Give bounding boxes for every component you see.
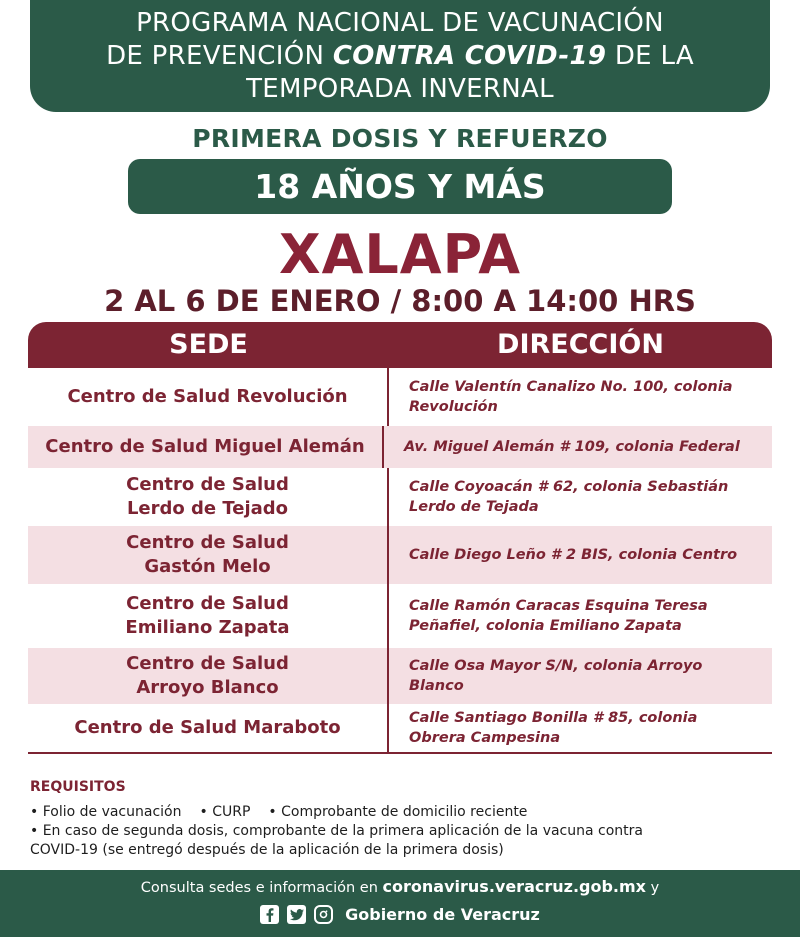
table-row	[28, 368, 772, 426]
cell-direccion-text: Calle Santiago Bonilla # 85, colonia Obrera Campesina	[409, 710, 698, 746]
header-line-3: TEMPORADA INVERNAL	[246, 74, 554, 104]
requirements-line-2: • En caso de segunda dosis, comprobante de la primera aplicación de la vacuna contra	[30, 823, 643, 839]
cell-direccion-text: Av. Miguel Alemán # 109, colonia Federal	[404, 439, 740, 455]
cell-sede	[28, 584, 389, 648]
table-row	[28, 426, 772, 468]
cell-sede	[28, 526, 389, 584]
requirement-comprobante: • Comprobante de domicilio reciente	[268, 804, 528, 820]
header-banner	[30, 0, 770, 112]
instagram-icon[interactable]	[314, 905, 333, 924]
requirements-section	[30, 778, 780, 860]
requirements-line-1	[30, 803, 780, 822]
table-header	[28, 322, 772, 368]
city-title: XALAPA	[278, 223, 522, 286]
cell-sede-text: Centro de Salud Lerdo de Tejado	[126, 474, 289, 519]
footer-government-name: Gobierno de Veracruz	[345, 905, 540, 924]
table-body	[28, 368, 772, 754]
sites-table	[28, 322, 772, 754]
dates-hours: 2 AL 6 DE ENERO / 8:00 A 14:00 HRS	[104, 284, 696, 318]
cell-direccion	[389, 526, 772, 584]
requirement-folio: • Folio de vacunación	[30, 804, 182, 820]
cell-direccion-text: Calle Osa Mayor S/N, colonia Arroyo Blanco	[409, 658, 703, 694]
cell-sede	[28, 468, 389, 526]
cell-direccion	[389, 468, 772, 526]
requirement-curp: • CURP	[199, 804, 251, 820]
requirements-line-3: COVID-19 (se entregó después de la aplicación de la primera dosis)	[30, 842, 504, 858]
table-row	[28, 648, 772, 704]
cell-direccion	[389, 584, 772, 648]
cell-sede: Centro de Salud Miguel Alemán	[28, 426, 384, 468]
subtitle: PRIMERA DOSIS Y REFUERZO	[192, 124, 608, 153]
column-header-direccion: DIRECCIÓN	[497, 329, 664, 360]
cell-sede-text: Centro de Salud Emiliano Zapata	[125, 593, 290, 638]
cell-direccion	[384, 426, 772, 468]
cell-direccion	[389, 368, 772, 426]
cell-direccion-text: Calle Coyoacán # 62, colonia Sebastián Lerdo de Tejada	[409, 479, 729, 515]
facebook-icon[interactable]	[260, 905, 279, 924]
cell-direccion-text: Calle Diego Leño # 2 BIS, colonia Centro	[409, 547, 738, 563]
header-line-2-pre: DE PREVENCIÓN	[106, 41, 333, 71]
footer-url-link[interactable]: coronavirus.veracruz.gob.mx	[382, 877, 646, 896]
cell-sede	[28, 648, 389, 704]
header-line-2-emphasis: CONTRA COVID-19	[332, 41, 607, 71]
header-line-2-post: DE LA	[606, 41, 694, 71]
requirements-title: REQUISITOS	[30, 779, 126, 795]
table-row	[28, 704, 772, 752]
footer-consult-text: Consulta sedes e información en	[140, 880, 383, 896]
cell-direccion	[389, 704, 772, 752]
cell-sede-text: Centro de Salud Gastón Melo	[126, 532, 289, 577]
footer-social-line	[0, 905, 800, 924]
column-header-sede: SEDE	[169, 329, 248, 360]
footer-consult-line	[0, 870, 800, 898]
footer	[0, 870, 800, 937]
cell-sede-text: Centro de Salud Arroyo Blanco	[126, 653, 289, 698]
table-row	[28, 526, 772, 584]
cell-sede: Centro de Salud Revolución	[28, 368, 389, 426]
table-row	[28, 468, 772, 526]
cell-direccion-text: Calle Valentín Canalizo No. 100, colonia Revolución	[409, 379, 733, 415]
age-group-badge: 18 AÑOS Y MÁS	[128, 159, 672, 214]
header-line-2	[30, 40, 770, 73]
cell-sede: Centro de Salud Maraboto	[28, 704, 389, 752]
cell-direccion-text: Calle Ramón Caracas Esquina Teresa Peñafiel, colonia Emiliano Zapata	[409, 598, 708, 634]
header-line-1: PROGRAMA NACIONAL DE VACUNACIÓN	[136, 8, 664, 38]
twitter-icon[interactable]	[287, 905, 306, 924]
cell-direccion	[389, 648, 772, 704]
table-row	[28, 584, 772, 648]
footer-consult-post: y	[645, 880, 660, 896]
